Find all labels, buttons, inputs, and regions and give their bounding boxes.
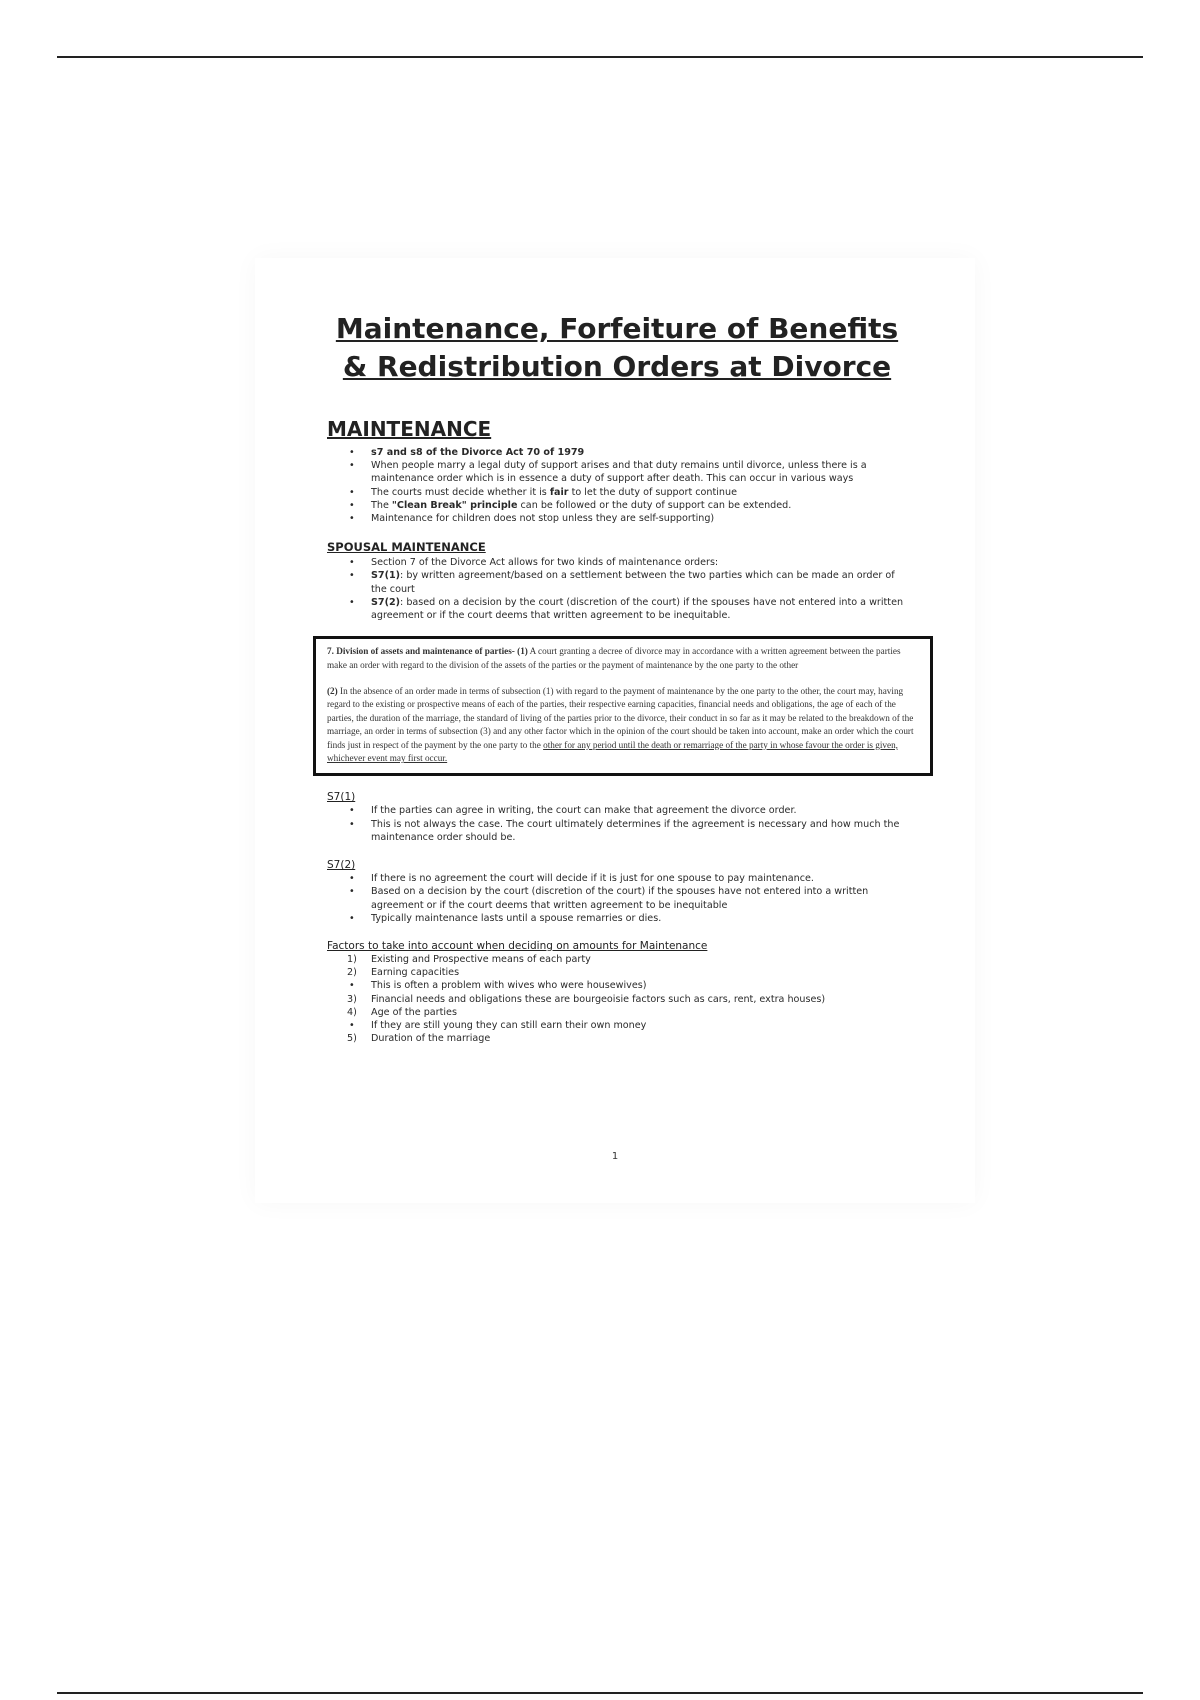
list-item: • Based on a decision by the court (discretion of the court) if the spouses have not entered into a written agreement or if the court deems that written agreement to be inequitable: [349, 886, 869, 911]
list-item: • The courts must decide whether it is fair to let the duty of support continue: [349, 486, 737, 498]
bullet-icon: •: [349, 818, 355, 830]
bullet-icon: •: [349, 1019, 355, 1031]
statute-subsection-2: (2) In the absence of an order made in terms of subsection (1) with regard to the payment of maintenance by the one party to the other, the court may, having regard to the existing or prospective means of each of the parties, their respective earning capacities, financial needs and obligations, the age of each of the parties, the duration of the marriage, the standard of living of the parties prior to the divorce, their conduct in so far as it may be related to the breakdown of the marriage, an order in terms of subsection (3) and any other factor which in the opinion of the court should be taken into account, make an order which the court finds just in respect of the payment by the one party to the other for any period until the death or remarriage of the party in whose favour the order is given, whichever event may first occur.: [327, 686, 914, 764]
maintenance-list: [327, 446, 907, 525]
list-marker: 4): [347, 1006, 357, 1018]
factors-heading: Factors to take into account when deciding on amounts for Maintenance: [327, 939, 708, 952]
spousal-maintenance-heading: SPOUSAL MAINTENANCE: [327, 540, 486, 555]
s7-1-heading: S7(1): [327, 791, 356, 804]
top-divider: [57, 56, 1143, 58]
bullet-icon: •: [349, 447, 355, 458]
title-line-1: Maintenance, Forfeiture of Benefits: [335, 312, 899, 345]
bullet-icon: •: [349, 486, 355, 498]
list-marker: 5): [347, 1033, 357, 1045]
list-item: • The "Clean Break" principle can be followed or the duty of support can be extended.: [349, 499, 792, 511]
list-item: • S7(1): by written agreement/based on a settlement between the two parties which can be made an order of the court: [349, 570, 895, 595]
list-item: • If the parties can agree in writing, the court can make that agreement the divorce order.: [349, 805, 797, 817]
bullet-icon: •: [349, 557, 355, 569]
bullet-icon: •: [349, 499, 355, 511]
s7-2-list: [327, 872, 907, 925]
list-item: • If they are still young they can still earn their own money: [349, 1019, 647, 1031]
maintenance-heading: MAINTENANCE: [327, 417, 492, 441]
title-line-2: & Redistribution Orders at Divorce: [342, 350, 892, 383]
bullet-icon: •: [349, 805, 355, 817]
list-marker: 3): [347, 993, 357, 1005]
list-item: • Maintenance for children does not stop unless they are self-supporting): [349, 513, 715, 525]
page-number: 1: [611, 1151, 619, 1162]
list-item: • If there is no agreement the court will decide if it is just for one spouse to pay maintenance.: [349, 873, 814, 885]
bullet-icon: •: [349, 912, 355, 924]
spousal-maintenance-list: [327, 556, 907, 622]
list-item: • Section 7 of the Divorce Act allows for two kinds of maintenance orders:: [349, 557, 719, 569]
statute-excerpt-box: [313, 636, 933, 776]
document-title: [327, 310, 907, 386]
list-item: • s7 and s8 of the Divorce Act 70 of 1979: [349, 447, 585, 458]
bottom-divider: [57, 1692, 1143, 1694]
list-item: 1) Existing and Prospective means of each party: [347, 953, 591, 965]
bullet-icon: •: [349, 873, 355, 885]
list-item: 2) Earning capacities: [347, 967, 460, 979]
list-marker: 1): [347, 953, 357, 965]
list-item: 4) Age of the parties: [347, 1006, 457, 1018]
bullet-icon: •: [349, 596, 355, 608]
s7-2-heading: S7(2): [327, 859, 356, 872]
document-content: [327, 310, 914, 1045]
list-item: • This is not always the case. The court ultimately determines if the agreement is necessary and how much the maintenance order should be.: [349, 818, 900, 843]
list-item: 3) Financial needs and obligations these are bourgeoisie factors such as cars, rent, extra houses): [347, 993, 826, 1005]
list-item: • S7(2): based on a decision by the court (discretion of the court) if the spouses have not entered into a written agreement or if the court deems that written agreement to be inequitable.: [349, 596, 904, 622]
factors-list: [327, 953, 907, 1045]
list-item: • This is often a problem with wives who were housewives): [349, 980, 647, 992]
bullet-icon: •: [349, 980, 355, 992]
list-marker: 2): [347, 967, 357, 979]
list-item: • Typically maintenance lasts until a spouse remarries or dies.: [349, 912, 662, 924]
document-page: [255, 258, 975, 1203]
bullet-icon: •: [349, 460, 355, 472]
list-item: • When people marry a legal duty of support arises and that duty remains until divorce, unless there is a maintenance order which is in essence a duty of support after death. This can occur in various ways: [349, 460, 867, 485]
bullet-icon: •: [349, 570, 355, 582]
s7-1-list: [327, 804, 907, 844]
bullet-icon: •: [349, 886, 355, 898]
bullet-icon: •: [349, 513, 355, 525]
list-item: 5) Duration of the marriage: [347, 1033, 491, 1045]
statute-subsection-1: 7. Division of assets and maintenance of parties- (1) A court granting a decree of divorce may in accordance with a written agreement between the parties make an order with regard to the division of the assets of the parties or the payment of maintenance by the one party to the other: [327, 646, 901, 670]
